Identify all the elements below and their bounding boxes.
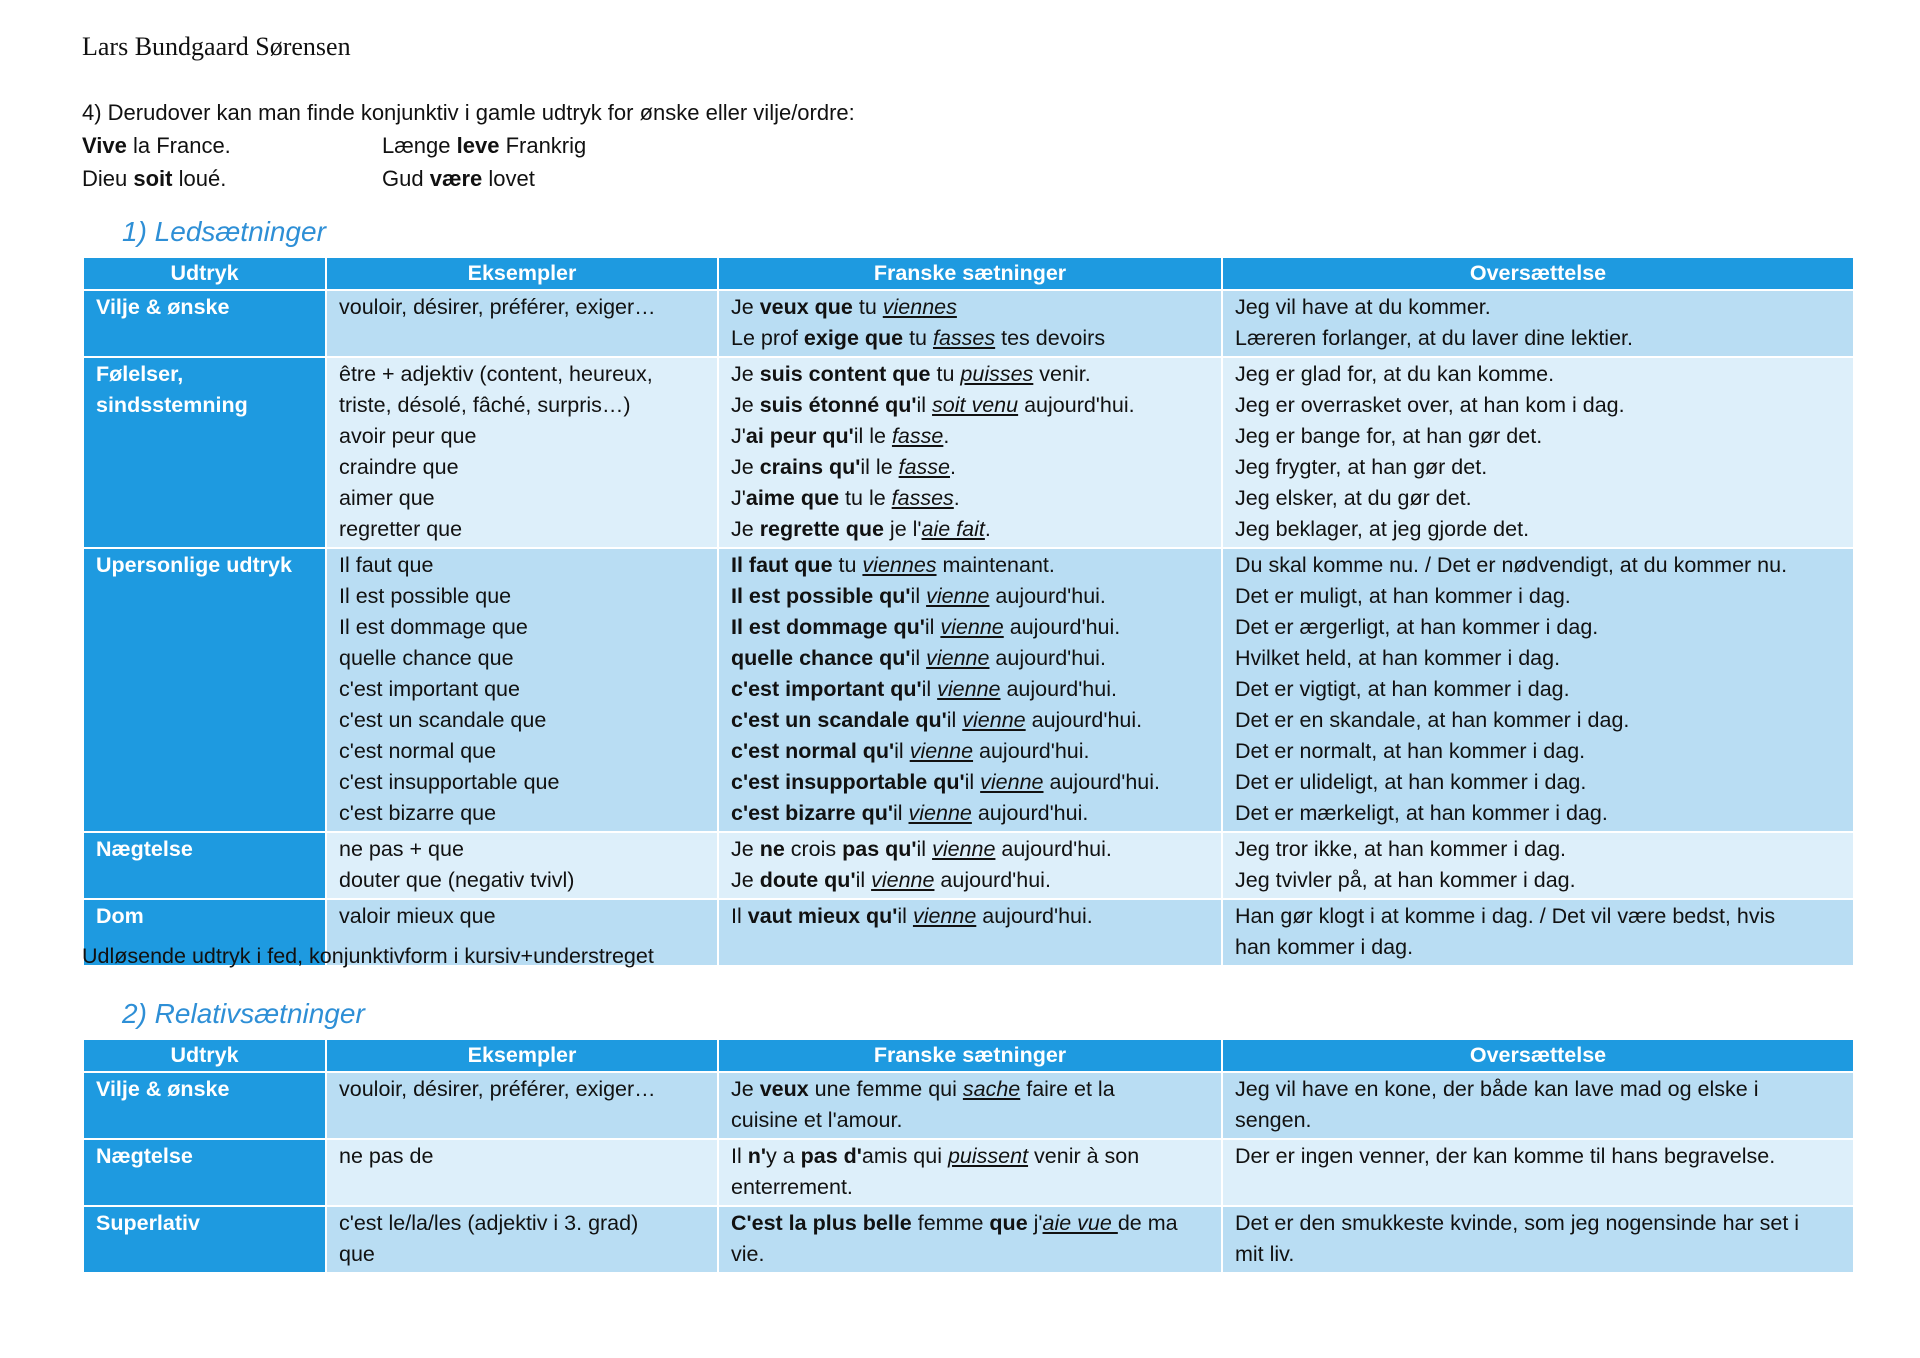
translation-cell: Jeg er glad for, at du kan komme. Jeg er overrasket over, at han kom i dag. Jeg er bange for, at han gør det. Jeg frygter, at han gør det. Jeg elsker, at du gør det. Jeg beklager, at jeg gjorde det.	[1222, 357, 1854, 548]
example-french: Dieu soit loué.	[82, 166, 227, 191]
french-cell: Il vaut mieux qu'il vienne aujourd'hui.	[718, 899, 1222, 965]
translation-cell: Jeg tror ikke, at han kommer i dag. Jeg tvivler på, at han kommer i dag.	[1222, 832, 1854, 899]
translation-cell: Han gør klogt i at komme i dag. / Det vil være bedst, hvis han kommer i dag.	[1222, 899, 1854, 965]
examples-cell: valoir mieux que	[326, 899, 718, 965]
translation-cell: Jeg vil have at du kommer. Læreren forlanger, at du laver dine lektier.	[1222, 290, 1854, 357]
column-header: Franske sætninger	[718, 258, 1222, 290]
french-cell: Je veux une femme qui sache faire et la cuisine et l'amour.	[718, 1072, 1222, 1139]
french-cell: Il faut que tu viennes maintenant. Il est possible qu'il vienne aujourd'hui. Il est dommage qu'il vienne aujourd'hui. quelle chance qu'il vienne aujourd'hui. c'est important qu'il vienne aujourd'hui. c'est un scandale qu'il vienne aujourd'hui. c'est normal qu'il vienne aujourd'hui. c'est insupportable qu'il vienne aujourd'hui. c'est bizarre qu'il vienne aujourd'hui.	[718, 548, 1222, 832]
row-label: Upersonlige udtryk	[84, 548, 326, 832]
table-row	[84, 1139, 1854, 1206]
example-french: Vive la France.	[82, 133, 231, 158]
row-label: Vilje & ønske	[84, 1072, 326, 1139]
row-label: Superlativ	[84, 1206, 326, 1272]
table-row	[84, 290, 1854, 357]
table-row	[84, 1206, 1854, 1272]
author-name: Lars Bundgaard Sørensen	[82, 32, 351, 61]
row-label: Følelser, sindsstemning	[84, 357, 326, 548]
intro-block	[82, 96, 855, 195]
examples-cell: vouloir, désirer, préférer, exiger…	[326, 290, 718, 357]
section-title-relativsaetninger: 2) Relativsætninger	[122, 998, 365, 1029]
column-header: Oversættelse	[1222, 1040, 1854, 1072]
row-label: Dom	[84, 899, 326, 965]
translation-cell: Det er den smukkeste kvinde, som jeg nogensinde har set i mit liv.	[1222, 1206, 1854, 1272]
column-header: Udtryk	[84, 258, 326, 290]
french-cell: Je suis content que tu puisses venir. Je suis étonné qu'il soit venu aujourd'hui. J'ai peur qu'il le fasse. Je crains qu'il le fasse. J'aime que tu le fasses. Je regrette que je l'aie fait.	[718, 357, 1222, 548]
french-cell: Je veux que tu viennes Le prof exige que tu fasses tes devoirs	[718, 290, 1222, 357]
table-row	[84, 832, 1854, 899]
examples-cell: ne pas de	[326, 1139, 718, 1206]
example-danish: Længe leve Frankrig	[382, 133, 587, 158]
examples-cell: ne pas + que douter que (negativ tvivl)	[326, 832, 718, 899]
column-header: Eksempler	[326, 1040, 718, 1072]
table-row	[84, 357, 1854, 548]
column-header: Eksempler	[326, 258, 718, 290]
intro-heading: 4) Derudover kan man finde konjunktiv i gamle udtryk for ønske eller vilje/ordre:	[82, 100, 855, 125]
example-row	[82, 129, 855, 162]
column-header: Franske sætninger	[718, 1040, 1222, 1072]
column-header: Oversættelse	[1222, 258, 1854, 290]
example-danish: Gud være lovet	[382, 166, 535, 191]
table-legend-note: Udløsende udtryk i fed, konjunktivform i kursiv+understreget	[82, 944, 654, 968]
example-row	[82, 162, 855, 195]
examples-cell: Il faut que Il est possible que Il est dommage que quelle chance que c'est important que c'est un scandale que c'est normal que c'est insupportable que c'est bizarre que	[326, 548, 718, 832]
examples-cell: c'est le/la/les (adjektiv i 3. grad) que	[326, 1206, 718, 1272]
table-header-row	[84, 1040, 1854, 1072]
french-cell: Je ne crois pas qu'il vienne aujourd'hui. Je doute qu'il vienne aujourd'hui.	[718, 832, 1222, 899]
examples-cell: vouloir, désirer, préférer, exiger…	[326, 1072, 718, 1139]
row-label: Nægtelse	[84, 1139, 326, 1206]
column-header: Udtryk	[84, 1040, 326, 1072]
french-cell: C'est la plus belle femme que j'aie vue de ma vie.	[718, 1206, 1222, 1272]
translation-cell: Der er ingen venner, der kan komme til hans begravelse.	[1222, 1139, 1854, 1206]
table-row	[84, 548, 1854, 832]
translation-cell: Du skal komme nu. / Det er nødvendigt, at du kommer nu. Det er muligt, at han kommer i dag. Det er ærgerligt, at han kommer i dag. Hvilket held, at han kommer i dag. Det er vigtigt, at han kommer i dag. Det er en skandale, at han kommer i dag. Det er normalt, at han kommer i dag. Det er ulideligt, at han kommer i dag. Det er mærkeligt, at han kommer i dag.	[1222, 548, 1854, 832]
examples-cell: être + adjektiv (content, heureux, triste, désolé, fâché, surpris…) avoir peur que craindre que aimer que regretter que	[326, 357, 718, 548]
ledsaetninger-table	[84, 258, 1855, 965]
row-label: Vilje & ønske	[84, 290, 326, 357]
row-label: Nægtelse	[84, 832, 326, 899]
relativsaetninger-table	[84, 1040, 1855, 1272]
french-cell: Il n'y a pas d'amis qui puissent venir à son enterrement.	[718, 1139, 1222, 1206]
section-title-ledsaetninger: 1) Ledsætninger	[122, 216, 326, 247]
translation-cell: Jeg vil have en kone, der både kan lave mad og elske i sengen.	[1222, 1072, 1854, 1139]
table-row	[84, 1072, 1854, 1139]
table-header-row	[84, 258, 1854, 290]
